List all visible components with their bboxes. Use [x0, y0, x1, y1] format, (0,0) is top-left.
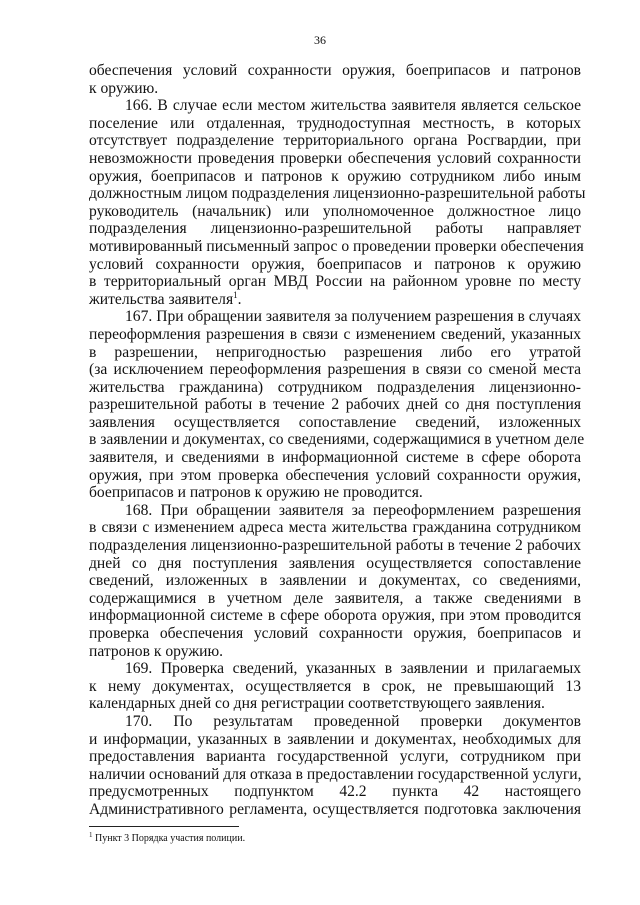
line-text: жительства гражданина) сотрудником подразделения лицензионно-	[89, 378, 581, 396]
line-text: предоставления варианта государственной услуги, сотрудником при	[89, 748, 581, 766]
text-line	[89, 97, 581, 115]
text-line	[89, 713, 581, 731]
line-text: информационной системе в сфере оборота оружия, при этом проводится	[89, 607, 581, 625]
line-text: Административного регламента, осуществляется подготовка заключения	[89, 800, 581, 818]
line-text: боеприпасов и патронов к оружию не проводится.	[89, 484, 423, 502]
text-line	[89, 431, 585, 449]
line-text: 166. В случае если местом жительства заявителя является сельское	[125, 97, 581, 115]
line-text: 167. При обращении заявителя за получением разрешения в случаях	[125, 308, 581, 326]
line-text: невозможности проведения проверки обеспечения условий сохранности	[89, 149, 581, 167]
line-text: разрешительной работы в течение 2 рабочих дней со дня поступления	[89, 396, 581, 414]
text-line	[89, 801, 581, 819]
line-text: должностным лицом подразделения лицензионно-разрешительной работы	[89, 185, 586, 203]
line-text: заявления осуществляется сопоставление сведений, изложенных	[89, 413, 581, 431]
text-line	[89, 519, 581, 537]
text-line	[89, 150, 581, 168]
text-line	[89, 291, 581, 309]
line-text: патронов к оружию.	[89, 642, 223, 660]
footnote-marker: 1	[89, 831, 93, 839]
line-text: сведений, изложенных в заявлении и документах, со сведениями,	[89, 572, 581, 590]
text-line	[89, 379, 581, 397]
footnote-text: Пункт 3 Порядка участия полиции.	[92, 833, 246, 844]
text-line	[89, 132, 581, 150]
line-text: дней со дня поступления заявления осуществляется сопоставление	[89, 554, 581, 572]
text-line	[89, 220, 581, 238]
line-text-tail: .	[237, 290, 242, 308]
text-line	[89, 80, 581, 98]
line-text: подразделения лицензионно-разрешительной работы направляет	[89, 220, 581, 238]
line-text: предусмотренных подпунктом 42.2 пункта 42 настоящего	[89, 783, 581, 801]
text-line	[89, 396, 581, 414]
line-text: переоформления разрешения в связи с изменением сведений, указанных	[89, 325, 581, 343]
line-text: проверка обеспечения условий сохранности оружия, боеприпасов и	[89, 625, 581, 642]
line-text: в разрешении, непригодностью разрешения либо его утратой	[89, 343, 581, 361]
text-line	[89, 344, 581, 362]
line-text: 168. При обращении заявителя за переоформлением разрешения	[125, 501, 581, 519]
text-line	[89, 237, 584, 256]
line-text: содержащимися в учетном деле заявителя, а также сведениями в	[89, 589, 581, 607]
line-text: жительства заявителя	[89, 290, 234, 308]
line-text: и информации, указанных в заявлении и документах, необходимых для	[89, 730, 581, 748]
text-line	[89, 643, 581, 661]
line-text: в территориальный орган МВД России на районном уровне по месту	[89, 273, 581, 291]
document-body	[89, 62, 586, 819]
line-text: оружия, при этом проверка обеспечения условий сохранности оружия,	[89, 466, 581, 484]
line-text: к оружию.	[89, 79, 159, 97]
footnote-separator	[89, 826, 239, 827]
text-line	[89, 625, 581, 643]
text-line	[89, 555, 581, 573]
text-line	[89, 678, 581, 696]
line-text: в заявлении и документах, со сведениями, содержащимися в учетном деле	[89, 431, 585, 449]
line-text: календарных дней со дня регистрации соответствующего заявления.	[89, 695, 545, 713]
text-line	[89, 695, 581, 713]
text-line	[89, 572, 581, 590]
footnote	[89, 833, 245, 844]
line-text: к нему документах, осуществляется в срок, не превышающий 13	[89, 677, 581, 695]
text-line	[89, 414, 581, 432]
line-text: 169. Проверка сведений, указанных в заявлении и прилагаемых	[125, 660, 581, 678]
text-line	[89, 502, 581, 520]
text-line	[89, 115, 581, 133]
line-text: условий сохранности оружия, боеприпасов и патронов к оружию	[89, 255, 581, 273]
text-line	[89, 731, 581, 749]
page-number: 36	[314, 33, 326, 47]
text-line	[89, 168, 581, 186]
line-text: (за исключением переоформления разрешения в связи со сменой места	[89, 361, 581, 379]
text-line	[89, 62, 581, 80]
text-line	[89, 256, 581, 274]
text-line	[89, 185, 586, 203]
line-text: оружия, боеприпасов и патронов к оружию сотрудником либо иным	[89, 167, 581, 185]
text-line	[89, 783, 581, 801]
text-line	[89, 273, 581, 291]
line-text: подразделения лицензионно-разрешительной работы в течение 2 рабочих	[89, 537, 581, 555]
text-line	[89, 308, 581, 326]
line-text: руководитель (начальник) или уполномоченное должностное лицо	[89, 202, 581, 220]
line-text: в связи с изменением адреса места жительства гражданина сотрудником	[89, 519, 581, 537]
text-line	[89, 361, 581, 379]
text-line	[89, 766, 581, 784]
text-line	[89, 748, 581, 766]
line-text: отсутствует подразделение территориального органа Росгвардии, при	[89, 132, 581, 150]
text-line	[89, 467, 581, 485]
text-line	[89, 660, 581, 678]
text-line	[89, 449, 581, 467]
line-text: наличии оснований для отказа в предоставлении государственной услуги,	[89, 765, 582, 783]
text-line	[89, 590, 581, 608]
text-line	[89, 484, 581, 502]
line-text: 170. По результатам проведенной проверки документов	[125, 712, 581, 730]
text-line	[89, 203, 581, 221]
text-line	[89, 537, 581, 555]
line-text: поселение или отдаленная, труднодоступная местность, в которых	[89, 114, 581, 132]
text-line	[89, 326, 581, 344]
line-text: обеспечения условий сохранности оружия, боеприпасов и патронов	[89, 62, 581, 79]
line-text: заявителя, и сведениями в информационной системе в сфере оборота	[89, 449, 581, 467]
line-text: мотивированный письменный запрос о проведении проверки обеспечения	[89, 237, 584, 255]
text-line	[89, 607, 581, 625]
footnote-reference: 1	[233, 289, 238, 300]
